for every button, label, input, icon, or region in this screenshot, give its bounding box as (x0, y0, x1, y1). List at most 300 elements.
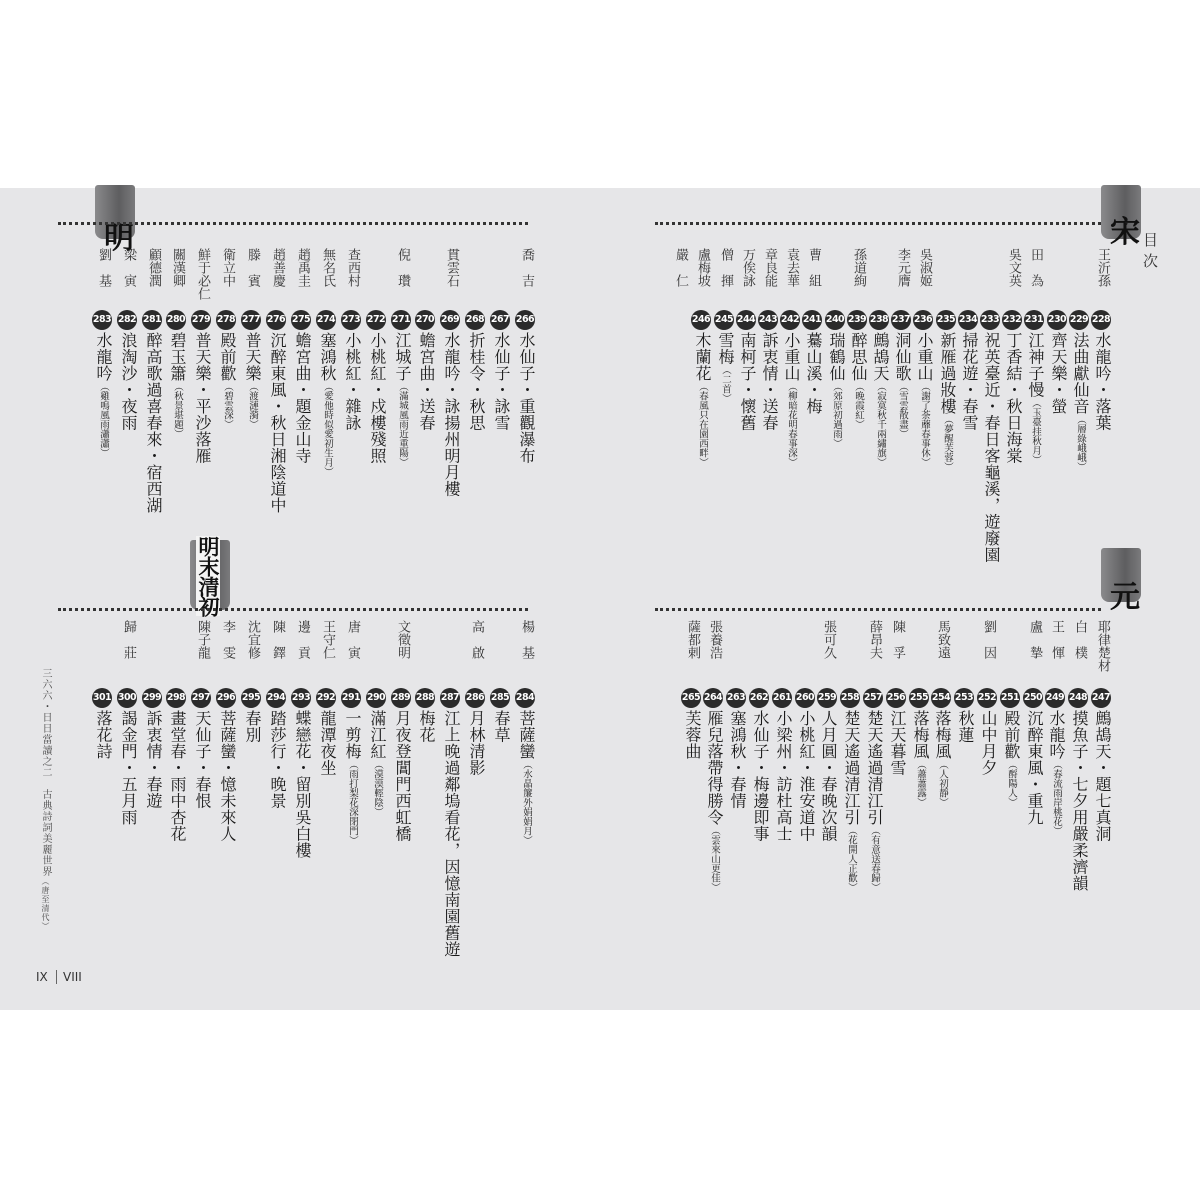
entry-title-link[interactable] (910, 710, 930, 807)
entry-number-badge[interactable]: 296 (216, 688, 236, 708)
entry-note: （雪雲散盡） (897, 381, 908, 439)
entry-title-link[interactable] (466, 332, 486, 431)
entry-number-badge[interactable]: 232 (1002, 310, 1022, 330)
entry-author: 張養浩 (707, 620, 722, 659)
entry-title-link[interactable] (267, 332, 287, 514)
entry-title: 碧玉簫 (168, 332, 187, 382)
entry-title: 鷓鴣天・題七真洞 (1093, 710, 1112, 842)
entry-title-link[interactable] (118, 332, 138, 431)
entry-number-badge[interactable]: 241 (802, 310, 822, 330)
entry-number-badge[interactable]: 248 (1068, 688, 1088, 708)
entry-note: （渡漣漪） (247, 381, 258, 429)
entry-author: 薩都剌 (685, 620, 700, 659)
entry-title-link[interactable] (192, 332, 212, 464)
entry-number-badge[interactable]: 288 (415, 688, 435, 708)
rule-ming (58, 608, 528, 611)
entry-title-link[interactable] (118, 710, 138, 826)
entry-title-link[interactable] (267, 710, 287, 809)
entry-title: 塞鴻秋 (318, 332, 337, 382)
entry-author: 僧 揮 (718, 248, 733, 287)
entry-title: 雁兒落帶得勝令 (705, 710, 724, 826)
entry-title: 蟾宮曲・送春 (417, 332, 436, 431)
entry-title: 小桃紅・雜詠 (343, 332, 362, 431)
entry-number-badge[interactable]: 271 (391, 310, 411, 330)
entry-number-badge[interactable]: 244 (736, 310, 756, 330)
entry-number-badge[interactable]: 275 (291, 310, 311, 330)
entry-number-badge[interactable]: 301 (92, 688, 112, 708)
entry-number-badge[interactable]: 240 (825, 310, 845, 330)
entry-author: 章良能 (762, 248, 777, 287)
entry-title: 天仙子・春恨 (193, 710, 212, 809)
book-title-note: （唐至清代） (41, 877, 50, 931)
page-number-separator (56, 970, 57, 984)
entry-number-badge[interactable]: 247 (1091, 688, 1111, 708)
entry-number-badge[interactable]: 252 (977, 688, 997, 708)
entry-note: （花開人正歡） (846, 825, 857, 892)
entry-title: 水龍吟・落葉 (1093, 332, 1112, 431)
entry-author: 王 惲 (1049, 620, 1064, 659)
entry-title: 小桃紅・戍樓殘照 (368, 332, 387, 464)
entry-title: 雪梅 (716, 332, 735, 365)
entry-number-badge[interactable]: 235 (936, 310, 956, 330)
entry-note: （愛他時似愛初生月） (322, 381, 333, 477)
entry-title-link[interactable] (818, 710, 838, 842)
entry-number-badge[interactable]: 234 (958, 310, 978, 330)
entry-title: 江上晚過鄰塢看花，因憶南園舊遊 (442, 710, 461, 958)
entry-number-badge[interactable]: 243 (758, 310, 778, 330)
entry-title: 謁金門・五月雨 (119, 710, 138, 826)
entry-number-badge[interactable]: 261 (772, 688, 792, 708)
entry-title-link[interactable] (1092, 332, 1112, 431)
entry-title: 洞仙歌 (893, 332, 912, 382)
entry-title: 蝶戀花・留別吳白樓 (293, 710, 312, 859)
entry-title: 小重山 (915, 332, 934, 382)
page-number-left: IX (36, 970, 48, 984)
entry-title-link[interactable] (93, 332, 113, 458)
entry-author: 梁 寅 (121, 248, 136, 287)
entry-number-badge[interactable]: 228 (1091, 310, 1111, 330)
entry-author: 唐 寅 (345, 620, 360, 659)
entry-title: 鷓鴣天 (871, 332, 890, 382)
entry-title: 丁香結・秋日海棠 (1004, 332, 1023, 464)
entry-author: 顧德潤 (146, 248, 161, 287)
entry-author: 嚴 仁 (673, 248, 688, 287)
entry-number-badge[interactable]: 295 (241, 688, 261, 708)
entry-number-badge[interactable]: 260 (795, 688, 815, 708)
entry-author: 喬 吉 (519, 248, 534, 287)
entry-title-link[interactable] (416, 710, 436, 743)
entry-number-badge[interactable]: 257 (863, 688, 883, 708)
entry-title: 殿前歡 (218, 332, 237, 382)
entry-author: 白 樸 (1072, 620, 1087, 659)
entry-number-badge[interactable]: 262 (749, 688, 769, 708)
entry-note: （雨打梨花深閉門） (347, 759, 358, 845)
page-number-right: VIII (63, 970, 82, 984)
entry-author: 李元膺 (895, 248, 910, 287)
entry-title-link[interactable] (317, 710, 337, 776)
entry-number-badge[interactable]: 255 (909, 688, 929, 708)
entry-title: 折桂令・秋思 (467, 332, 486, 431)
entry-title: 芙蓉曲 (683, 710, 702, 760)
entry-title-link[interactable] (715, 332, 735, 403)
entry-author: 王沂孫 (1095, 248, 1110, 287)
entry-number-badge[interactable]: 279 (191, 310, 211, 330)
entry-title-link[interactable] (416, 332, 436, 431)
entry-title-link[interactable] (1001, 710, 1021, 807)
entry-title-link[interactable] (704, 710, 724, 892)
entry-number-badge[interactable]: 264 (703, 688, 723, 708)
entry-note: （蕭蕭露） (915, 759, 926, 807)
entry-title: 新雁過妝樓 (938, 332, 957, 415)
entry-author: 無名氏 (320, 248, 335, 287)
entry-title-link[interactable] (737, 332, 757, 431)
entry-title-link[interactable] (466, 710, 486, 776)
entry-number-badge[interactable]: 269 (440, 310, 460, 330)
entry-author: 田 為 (1028, 248, 1043, 287)
entry-title-link[interactable] (937, 332, 957, 472)
entry-title: 落花詩 (94, 710, 113, 760)
entry-title: 木蘭花 (693, 332, 712, 382)
entry-author: 趙禹圭 (295, 248, 310, 287)
entry-number-badge[interactable]: 284 (515, 688, 535, 708)
entry-author: 陳 孚 (890, 620, 905, 659)
entry-author: 盧 摯 (1027, 620, 1042, 659)
entry-number-badge[interactable]: 283 (92, 310, 112, 330)
entry-title: 小桃紅・淮安道中 (797, 710, 816, 842)
entry-title-link[interactable] (773, 710, 793, 842)
entry-title-link[interactable] (864, 710, 884, 892)
entry-title-link[interactable] (841, 710, 861, 892)
entry-title-link[interactable] (1092, 710, 1112, 842)
entry-note: （夢醒芙蓉） (942, 414, 953, 472)
rule-song (655, 222, 1101, 225)
book-title: 三六六・日日當讀之二 古典詩詞美麗世界 (40, 668, 51, 877)
entry-number-badge[interactable]: 259 (817, 688, 837, 708)
entry-title-link[interactable] (1003, 332, 1023, 464)
entry-title-link[interactable] (1069, 710, 1089, 892)
entry-author: 劉 基 (96, 248, 111, 287)
entry-author: 吳文英 (1006, 248, 1021, 287)
entry-title-link[interactable] (781, 332, 801, 467)
entry-author: 陳 鐸 (270, 620, 285, 659)
entry-title: 殿前歡 (1002, 710, 1021, 760)
entry-note: （滿城風雨近重陽） (397, 381, 408, 467)
entry-number-badge[interactable]: 298 (166, 688, 186, 708)
entry-title: 月夜登閶門西虹橋 (393, 710, 412, 842)
entry-title-link[interactable] (1025, 332, 1045, 465)
entry-title: 水龍吟 (1047, 710, 1066, 760)
entry-number-badge[interactable]: 239 (847, 310, 867, 330)
entry-title-link[interactable] (392, 710, 412, 842)
entry-title: 塞鴻秋・春情 (728, 710, 747, 809)
entry-title: 梅花 (417, 710, 436, 743)
entry-number-badge[interactable]: 256 (886, 688, 906, 708)
entry-number-badge[interactable]: 272 (366, 310, 386, 330)
entry-author: 李 雯 (220, 620, 235, 659)
entry-title: 龍潭夜坐 (318, 710, 337, 776)
entry-note: （郊原初過雨） (831, 381, 842, 448)
entry-title: 驀山溪・梅 (804, 332, 823, 415)
dynasty-label-ming: 明 (104, 221, 134, 256)
entry-title-link[interactable] (342, 332, 362, 431)
entry-number-badge[interactable]: 267 (490, 310, 510, 330)
entry-title-link[interactable] (727, 710, 747, 809)
entry-title-link[interactable] (441, 710, 461, 958)
book-footer (38, 668, 52, 931)
entry-title-link[interactable] (143, 332, 163, 514)
entry-title-link[interactable] (1070, 332, 1090, 472)
entry-note: （漠漠輕陰） (372, 759, 383, 817)
entry-title-link[interactable] (759, 332, 779, 431)
entry-title-link[interactable] (292, 710, 312, 859)
entry-number-badge[interactable]: 281 (142, 310, 162, 330)
entry-title-link[interactable] (692, 332, 712, 467)
entry-number-badge[interactable]: 294 (266, 688, 286, 708)
entry-author: 趙善慶 (270, 248, 285, 287)
entry-number-badge[interactable]: 290 (366, 688, 386, 708)
entry-number-badge[interactable]: 273 (341, 310, 361, 330)
entry-number-badge[interactable]: 292 (316, 688, 336, 708)
entry-title: 醉思仙 (849, 332, 868, 382)
entry-number-badge[interactable]: 265 (681, 688, 701, 708)
entry-title-link[interactable] (516, 332, 536, 464)
entry-number-badge[interactable]: 229 (1069, 310, 1089, 330)
entry-title-link[interactable] (367, 332, 387, 464)
entry-title-link[interactable] (848, 332, 868, 429)
entry-title-link[interactable] (491, 332, 511, 431)
entry-author: 盧梅坡 (695, 248, 710, 287)
entry-note: （水晶簾外娟娟月） (521, 759, 532, 845)
entry-note: （酹陽人） (1006, 759, 1017, 807)
entry-number-badge[interactable]: 278 (216, 310, 236, 330)
entry-author: 耶律楚材 (1095, 620, 1110, 672)
entry-author: 劉 因 (981, 620, 996, 659)
entry-title-link[interactable] (242, 332, 262, 429)
entry-number-badge[interactable]: 280 (166, 310, 186, 330)
entry-title: 小重山 (782, 332, 801, 382)
entry-title-link[interactable] (892, 332, 912, 439)
entry-title-link[interactable] (217, 332, 237, 429)
entry-title: 水仙子・詠雪 (492, 332, 511, 431)
entry-title-link[interactable] (367, 710, 387, 817)
entry-number-badge[interactable]: 237 (891, 310, 911, 330)
entry-author: 高 啟 (469, 620, 484, 659)
entry-title-link[interactable] (217, 710, 237, 842)
entry-title-link[interactable] (870, 332, 890, 467)
entry-title-link[interactable] (981, 332, 1001, 563)
entry-number-badge[interactable]: 253 (954, 688, 974, 708)
entry-title-link[interactable] (959, 332, 979, 431)
entry-title: 齊天樂・螢 (1049, 332, 1068, 415)
entry-number-badge[interactable]: 242 (780, 310, 800, 330)
entry-title: 春別 (243, 710, 262, 743)
entry-author: 曹 組 (806, 248, 821, 287)
entry-note: （晚霞紅） (853, 381, 864, 429)
entry-note: （雲來山更佳） (709, 825, 720, 892)
entry-author: 滕 賓 (245, 248, 260, 287)
entry-title: 菩薩蠻 (517, 710, 536, 760)
entry-author: 貫雲石 (444, 248, 459, 287)
entry-title: 江城子 (393, 332, 412, 382)
entry-title: 踏莎行・晚景 (268, 710, 287, 809)
entry-number-badge[interactable]: 293 (291, 688, 311, 708)
entry-note: （有意送春歸） (869, 825, 880, 892)
entry-number-badge[interactable]: 245 (714, 310, 734, 330)
entry-number-badge[interactable]: 246 (691, 310, 711, 330)
entry-title: 水龍吟・詠揚州明月樓 (442, 332, 461, 497)
entry-title-link[interactable] (143, 710, 163, 809)
entry-number-badge[interactable]: 233 (980, 310, 1000, 330)
entry-title-link[interactable] (441, 332, 461, 497)
entry-title: 醉高歌過喜春來・宿西湖 (144, 332, 163, 514)
entry-author: 倪 瓚 (395, 248, 410, 287)
entry-note: （玉臺挂秋月） (1030, 398, 1041, 465)
entry-number-badge[interactable]: 282 (117, 310, 137, 330)
entry-title-link[interactable] (826, 332, 846, 448)
dynasty-label-late-ming: 明末清初 (196, 536, 220, 616)
entry-number-badge[interactable]: 274 (316, 310, 336, 330)
rule-yuan (655, 608, 1101, 611)
entry-author: 張可久 (821, 620, 836, 659)
page-title: 目次 (1141, 232, 1159, 274)
entry-title-link[interactable] (796, 710, 816, 842)
entry-title: 訴衷情・送春 (760, 332, 779, 431)
entry-author: 楊 基 (519, 620, 534, 659)
entry-title-link[interactable] (1048, 332, 1068, 415)
entry-number-badge[interactable]: 238 (869, 310, 889, 330)
entry-note: （層綠峨峨） (1075, 414, 1086, 472)
entry-title-link[interactable] (317, 332, 337, 477)
entry-author: 沈宜修 (245, 620, 260, 659)
entry-title: 畫堂春・雨中杏花 (168, 710, 187, 842)
entry-title: 水仙子・重觀瀑布 (517, 332, 536, 464)
entry-title: 沉醉東風・重九 (1025, 710, 1044, 826)
entry-note: （人初靜） (937, 759, 948, 807)
entry-title-link[interactable] (750, 710, 770, 842)
entry-number-badge[interactable]: 263 (726, 688, 746, 708)
entry-title: 掃花遊・春雪 (960, 332, 979, 431)
entry-title: 南柯子・懷舊 (738, 332, 757, 431)
entry-title: 摸魚子・七夕用嚴柔濟韻 (1070, 710, 1089, 892)
entry-note: （春風只在園西畔） (697, 381, 708, 467)
entry-number-badge[interactable]: 276 (266, 310, 286, 330)
entry-title-link[interactable] (682, 710, 702, 760)
entry-title-link[interactable] (342, 710, 362, 845)
entry-author: 陳子龍 (195, 620, 210, 659)
entry-note: （柳暗花明春事深） (786, 381, 797, 467)
entry-number-badge[interactable]: 249 (1045, 688, 1065, 708)
entry-author: 歸 莊 (121, 620, 136, 659)
entry-title: 落梅風 (933, 710, 952, 760)
entry-title-link[interactable] (978, 710, 998, 776)
entry-number-badge[interactable]: 230 (1047, 310, 1067, 330)
entry-title-link[interactable] (1046, 710, 1066, 836)
rule-yuan-cont (58, 222, 528, 225)
entry-title: 浪淘沙・夜雨 (119, 332, 138, 431)
entry-title: 祝英臺近・春日客龜溪，遊廢園 (982, 332, 1001, 563)
entry-title: 小梁州・訪杜高士 (774, 710, 793, 842)
entry-number-badge[interactable]: 236 (913, 310, 933, 330)
entry-number-badge[interactable]: 266 (515, 310, 535, 330)
entry-title-link[interactable] (914, 332, 934, 467)
entry-number-badge[interactable]: 250 (1023, 688, 1043, 708)
entry-author: 鮮于必仁 (195, 248, 210, 300)
entry-title: 普天樂 (243, 332, 262, 382)
entry-title-link[interactable] (803, 332, 823, 415)
entry-number-badge[interactable]: 287 (440, 688, 460, 708)
entry-title: 秋蓮 (956, 710, 975, 743)
entry-title-link[interactable] (955, 710, 975, 743)
entry-title-link[interactable] (491, 710, 511, 743)
entry-title: 普天樂・平沙落雁 (193, 332, 212, 464)
entry-title-link[interactable] (516, 710, 536, 845)
entry-number-badge[interactable]: 299 (142, 688, 162, 708)
entry-number-badge[interactable]: 268 (465, 310, 485, 330)
entry-number-badge[interactable]: 289 (391, 688, 411, 708)
entry-title-link[interactable] (242, 710, 262, 743)
dynasty-label-yuan: 元 (1110, 580, 1140, 615)
entry-author: 袁去華 (784, 248, 799, 287)
entry-number-badge[interactable]: 300 (117, 688, 137, 708)
entry-title: 訴衷情・春遊 (144, 710, 163, 809)
entry-note: （謝了荼蘼春事休） (919, 381, 930, 467)
entry-number-badge[interactable]: 285 (490, 688, 510, 708)
entry-title: 江神子慢 (1026, 332, 1045, 398)
entry-title: 山中月夕 (979, 710, 998, 776)
entry-note: （雞鳴風雨瀟瀟） (98, 381, 109, 458)
entry-author: 邊 貢 (295, 620, 310, 659)
entry-note: （碧雲深） (222, 381, 233, 429)
entry-title-link[interactable] (93, 710, 113, 760)
entry-number-badge[interactable]: 231 (1024, 310, 1044, 330)
entry-title: 菩薩蠻・憶未來人 (218, 710, 237, 842)
dynasty-label-song: 宋 (1110, 215, 1140, 250)
entry-title: 春草 (492, 710, 511, 743)
entry-title-link[interactable] (1024, 710, 1044, 826)
entry-title: 滿江紅 (368, 710, 387, 760)
entry-author: 查西村 (345, 248, 360, 287)
entry-title: 楚天遙過清江引 (842, 710, 861, 826)
entry-number-badge[interactable]: 258 (840, 688, 860, 708)
entry-number-badge[interactable]: 254 (931, 688, 951, 708)
entry-title-link[interactable] (192, 710, 212, 809)
entry-title: 月林清影 (467, 710, 486, 776)
entry-author: 關漢卿 (170, 248, 185, 287)
entry-author: 馬致遠 (935, 620, 950, 659)
entry-note: （春流雨岸桃花） (1051, 759, 1062, 836)
entry-number-badge[interactable]: 286 (465, 688, 485, 708)
entry-title: 瑞鶴仙 (827, 332, 846, 382)
entry-number-badge[interactable]: 291 (341, 688, 361, 708)
entry-title-link[interactable] (292, 332, 312, 464)
entry-title: 落梅風 (911, 710, 930, 760)
entry-title-link[interactable] (887, 710, 907, 776)
entry-title: 人月圓・春晚次韻 (819, 710, 838, 842)
entry-title: 江天暮雪 (888, 710, 907, 776)
entry-number-badge[interactable]: 251 (1000, 688, 1020, 708)
entry-title-link[interactable] (167, 710, 187, 842)
entry-title-link[interactable] (167, 332, 187, 439)
entry-title-link[interactable] (392, 332, 412, 467)
entry-number-badge[interactable]: 297 (191, 688, 211, 708)
entry-number-badge[interactable]: 270 (415, 310, 435, 330)
entry-note: （二首） (720, 365, 731, 403)
entry-author: 万俟詠 (740, 248, 755, 287)
entry-title: 沉醉東風・秋日湘陰道中 (268, 332, 287, 514)
entry-title-link[interactable] (932, 710, 952, 807)
entry-number-badge[interactable]: 277 (241, 310, 261, 330)
entry-title: 楚天遙過清江引 (865, 710, 884, 826)
